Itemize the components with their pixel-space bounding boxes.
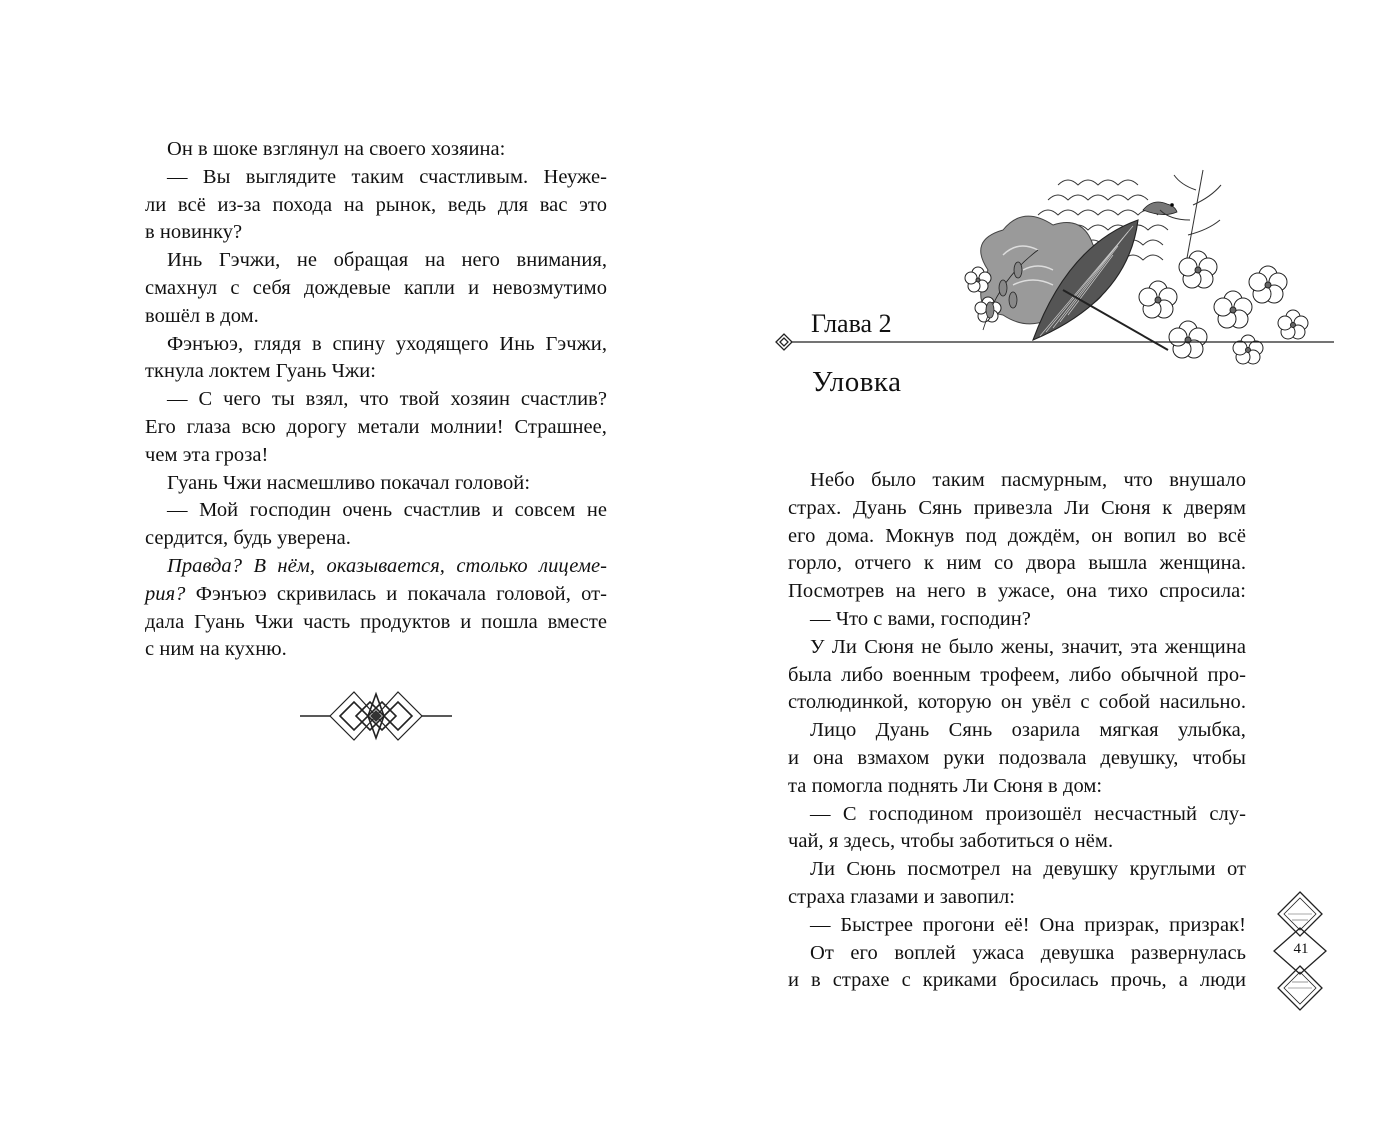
text-line: и она взмахом руки подозвала девушку, чтобы <box>788 746 1246 769</box>
text-line: страха глазами и завопил: <box>788 885 1016 908</box>
text-line: — Вы выглядите таким счастливым. Неуже- <box>167 165 607 188</box>
text-line: Гуань Чжи насмешливо покачал головой: <box>167 471 531 494</box>
text-line: Ли Сюнь посмотрел на девушку круглыми от <box>810 858 1246 881</box>
text-line: Фэнъюэ, глядя в спину уходящего Инь Гэчжи, <box>167 332 607 355</box>
text-line: ткнула локтем Гуань Чжи: <box>145 360 376 383</box>
text-line: От его воплей ужаса девушка развернулась <box>810 941 1246 964</box>
text-line: его дома. Мокнув под дождём, он вопил во всё <box>788 524 1246 547</box>
text-line: ли всё из-за похода на рынок, ведь для вас это <box>145 193 607 216</box>
text-line: — С чего ты взял, что твой хозяин счастлив? <box>167 388 607 411</box>
chapter-label: Глава 2 <box>811 309 892 338</box>
text-line <box>145 581 607 609</box>
italic-text: рия? <box>145 582 186 605</box>
text-segment: Фэнъюэ скривилась и покачала головой, от- <box>185 582 607 605</box>
text-line: дала Гуань Чжи часть продуктов и пошла вместе <box>145 610 607 633</box>
left-page-text <box>145 136 607 664</box>
text-line: Правда? В нём, оказывается, столько лицеме- <box>167 554 607 577</box>
left-page <box>0 0 696 1125</box>
text-line: Инь Гэчжи, не обращая на него внимания, <box>167 249 607 272</box>
text-line: — С господином произошёл несчастный слу- <box>810 802 1246 825</box>
text-line: — Быстрее прогони её! Она призрак, призрак! <box>810 913 1246 936</box>
text-line: та помогла поднять Ли Сюня в дом: <box>788 774 1103 797</box>
text-line: вошёл в дом. <box>145 304 259 327</box>
text-line: в новинку? <box>145 221 243 244</box>
text-line: Лицо Дуань Сянь озарила мягкая улыбка, <box>810 719 1246 742</box>
text-line: Его глаза всю дорогу метали молнии! Страшнее, <box>145 415 607 438</box>
text-line: с ним на кухню. <box>145 638 287 661</box>
text-line: и в страхе с криками бросилась прочь, а люди <box>788 969 1246 992</box>
text-line: горло, отчего к ним со двора вышла женщина. <box>788 552 1246 575</box>
text-line: Небо было таким пасмурным, что внушало <box>810 469 1246 491</box>
text-line: страх. Дуань Сянь привезла Ли Сюня к дверям <box>788 496 1246 519</box>
chapter-title: Уловка <box>812 366 902 398</box>
text-line: сердится, будь уверена. <box>145 527 351 550</box>
text-line: чем эта гроза! <box>145 443 269 466</box>
text-line: столюдинкой, которую он увёл с собой насильно. <box>788 691 1246 714</box>
text-line: Он в шоке взглянул на своего хозяина: <box>167 138 506 160</box>
text-line: — Мой господин очень счастлив и совсем не <box>167 499 607 522</box>
right-page <box>696 0 1393 1125</box>
text-line: была либо военным трофеем, либо обычной про- <box>788 663 1246 686</box>
text-line: смахнул с себя дождевые капли и невозмутимо <box>145 276 607 299</box>
text-line: — Что с вами, господин? <box>810 607 1031 630</box>
text-line: У Ли Сюня не было жены, значит, эта женщина <box>810 635 1246 658</box>
page-number: 41 <box>1293 941 1309 957</box>
right-page-text <box>788 467 1246 995</box>
text-line: Посмотрев на него в ужасе, она тихо спросила: <box>788 580 1246 603</box>
text-line: чай, я здесь, чтобы заботиться о нём. <box>788 830 1114 853</box>
diamond-knot-ornament-icon <box>300 690 452 742</box>
